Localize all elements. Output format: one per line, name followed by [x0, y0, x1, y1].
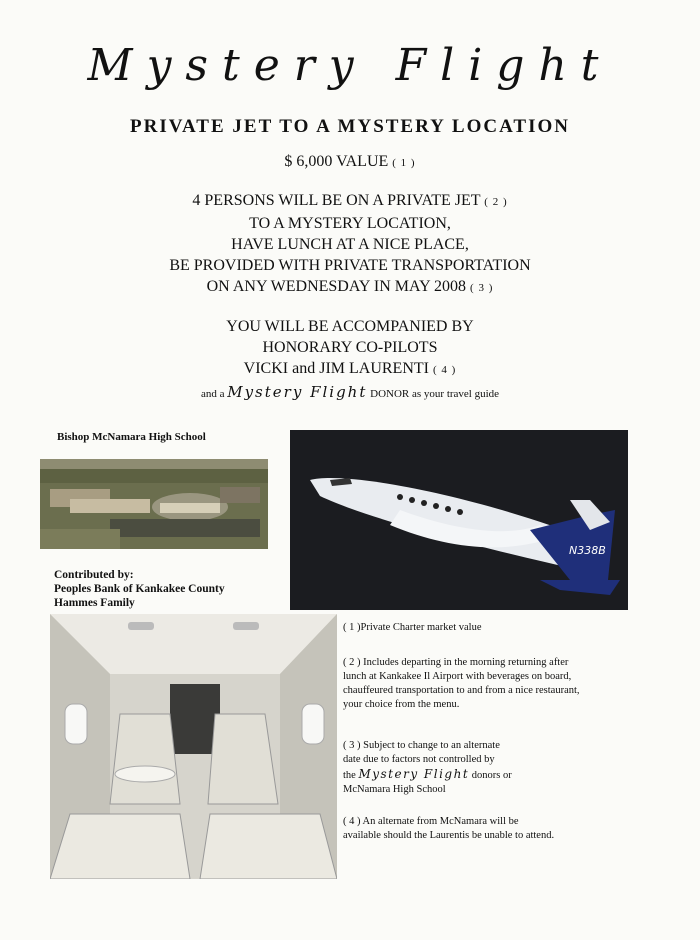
- footnote-2-line: ( 2 ) Includes departing in the morning returning after: [343, 657, 569, 668]
- details-line: [0, 276, 700, 299]
- flyer-title: Mystery Flight: [87, 40, 613, 91]
- details-block: [0, 190, 700, 299]
- co-pilot-names: VICKI and JIM LAURENTI: [243, 360, 429, 377]
- guide-post: DONOR as your travel guide: [370, 388, 500, 400]
- footnote-1: ( 1 )Private Charter market value: [343, 622, 482, 633]
- footnote-3-line: date due to factors not controlled by: [343, 754, 495, 765]
- details-ref-3: ( 3 ): [470, 282, 494, 294]
- footnote-2: [343, 656, 643, 712]
- details-line-1: 4 PERSONS WILL BE ON A PRIVATE JET: [192, 192, 481, 209]
- footnote-3-script: Mystery Flight: [358, 767, 470, 781]
- accompany-line: YOU WILL BE ACCOMPANIED BY: [226, 318, 474, 335]
- footnote-3-post: donors or: [471, 770, 512, 781]
- guide-pre: and a: [200, 388, 225, 400]
- footnote-3-pre: the: [343, 770, 356, 781]
- footnote-2-line: lunch at Kankakee Il Airport with beverages on board,: [343, 671, 572, 682]
- footnote-4-line: available should the Laurentis be unable to attend.: [343, 830, 555, 841]
- accompany-line: [0, 358, 700, 381]
- private-jet-photo: [290, 430, 628, 610]
- footnote-3-line: McNamara High School: [343, 784, 446, 795]
- details-line: HAVE LUNCH AT A NICE PLACE,: [231, 236, 469, 253]
- school-name: Bishop McNamara High School: [57, 431, 206, 443]
- jet-cabin-photo: [50, 614, 337, 879]
- value-ref: ( 1 ): [392, 157, 416, 169]
- footnote-2-line: your choice from the menu.: [343, 699, 460, 710]
- footnote-2-line: chauffeured transportation to and from a nice restaurant,: [343, 685, 580, 696]
- guide-script: Mystery Flight: [227, 383, 368, 401]
- details-line-5: ON ANY WEDNESDAY IN MAY 2008: [206, 278, 467, 295]
- accompany-block: [0, 316, 700, 381]
- details-line: [0, 190, 700, 213]
- contributor-1: Peoples Bank of Kankakee County: [54, 583, 225, 595]
- details-ref-2: ( 2 ): [484, 196, 508, 208]
- contributor-2: Hammes Family: [54, 597, 135, 609]
- details-line: BE PROVIDED WITH PRIVATE TRANSPORTATION: [169, 257, 531, 274]
- contributors-heading: Contributed by:: [54, 569, 134, 581]
- contributors-block: [54, 568, 225, 610]
- value-line: [0, 151, 700, 174]
- footnote-3-line: ( 3 ) Subject to change to an alternate: [343, 740, 500, 751]
- jet-tail-number: N338B: [569, 544, 606, 557]
- travel-guide-line: [0, 383, 700, 401]
- footnote-3: [343, 739, 643, 797]
- school-aerial-photo: [40, 459, 268, 549]
- accompany-ref-4: ( 4 ): [432, 364, 457, 376]
- accompany-line: HONORARY CO-PILOTS: [262, 339, 438, 356]
- footnote-4: [343, 815, 643, 843]
- value-text: $ 6,000 VALUE: [284, 153, 389, 170]
- flyer-subtitle: PRIVATE JET TO A MYSTERY LOCATION: [130, 116, 570, 137]
- footnote-4-line: ( 4 ) An alternate from McNamara will be: [343, 816, 519, 827]
- footnote-3-line: [343, 767, 643, 783]
- details-line: TO A MYSTERY LOCATION,: [249, 215, 451, 232]
